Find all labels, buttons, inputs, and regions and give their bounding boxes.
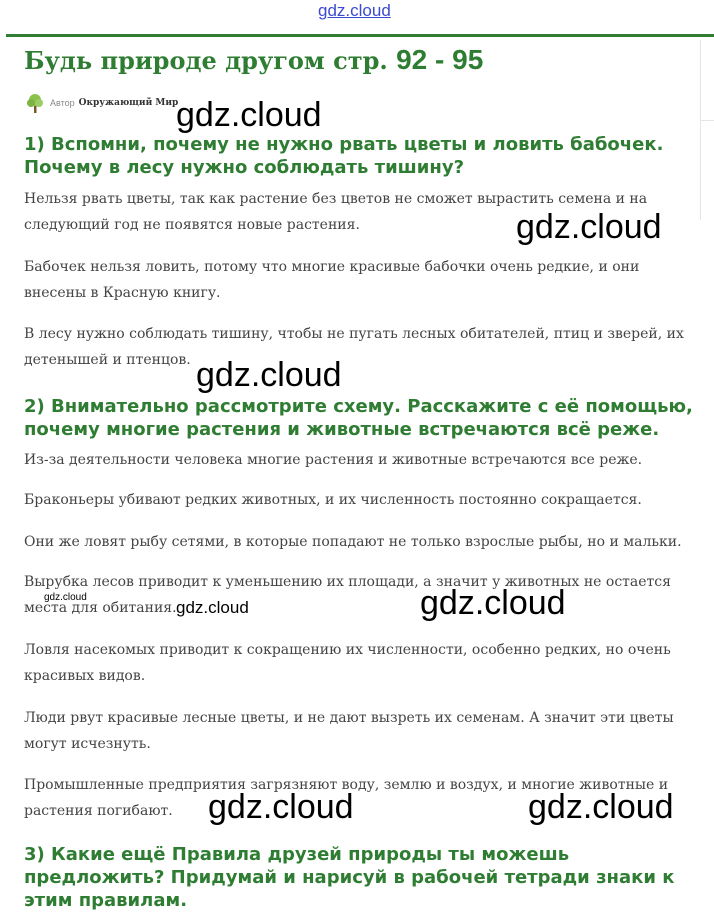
question-2: 2) Внимательно рассмотрите схему. Расскажите с её помощью, почему многие растения и животные встречаются всё реже. bbox=[24, 396, 693, 440]
page-title-text: Будь природе другом стр. bbox=[24, 46, 388, 75]
page-title-pages: 92 - 95 bbox=[396, 44, 484, 75]
author-name[interactable]: Окружающий Мир bbox=[78, 98, 179, 108]
answer-2-paragraph-5: Ловля насекомых приводит к сокращению их численности, особенно редких, но очень красивых видов. bbox=[24, 642, 671, 684]
answer-1-paragraph-2: Бабочек нельзя ловить, потому что многие красивые бабочки очень редкие, и они внесены в Красную книгу. bbox=[24, 259, 640, 301]
question-1: 1) Вспомни, почему не нужно рвать цветы и ловить бабочек. Почему в лесу нужно соблюдать тишину? bbox=[24, 134, 664, 178]
sidebar-edge-block bbox=[701, 40, 714, 121]
watermark-small: gdz.cloud bbox=[44, 592, 87, 603]
watermark-medium: gdz.cloud bbox=[176, 598, 249, 617]
header-divider bbox=[6, 34, 714, 37]
answer-2-paragraph-2: Браконьеры убивают редких животных, и их численность постоянно сокращается. bbox=[24, 492, 642, 508]
tree-icon bbox=[24, 92, 46, 114]
author-label: Автор bbox=[50, 98, 75, 108]
watermark: gdz.cloud bbox=[208, 788, 354, 826]
question-3: 3) Какие ещё Правила друзей природы ты можешь предложить? Придумай и нарисуй в рабочей тетради знаки к этим правилам. bbox=[24, 844, 675, 911]
answer-2-paragraph-7: Промышленные предприятия загрязняют воду, землю и воздух, и многие животные и растения погибают. bbox=[24, 777, 669, 819]
watermark: gdz.cloud bbox=[176, 96, 322, 134]
page-title bbox=[24, 44, 483, 76]
answer-2-paragraph-3: Они же ловят рыбу сетями, в которые попадают не только взрослые рыбы, но и мальки. bbox=[24, 534, 682, 550]
top-bar bbox=[0, 0, 714, 24]
watermark: gdz.cloud bbox=[420, 584, 566, 622]
article-meta bbox=[24, 92, 178, 114]
answer-1-paragraph-1: Нельзя рвать цветы, так как растение без цветов не сможет вырастить семена и на следующий год не появятся новые растения. bbox=[24, 191, 648, 233]
sidebar-edge bbox=[700, 40, 714, 220]
answer-1-paragraph-3: В лесу нужно соблюдать тишину, чтобы не пугать лесных обитателей, птиц и зверей, их детенышей и птенцов. bbox=[24, 326, 684, 368]
watermark: gdz.cloud bbox=[528, 788, 674, 826]
answer-2-paragraph-6: Люди рвут красивые лесные цветы, и не дают вызреть их семенам. А значит эти цветы могут исчезнуть. bbox=[24, 710, 674, 752]
watermark: gdz.cloud bbox=[516, 208, 662, 246]
answer-2-paragraph-1: Из-за деятельности человека многие растения и животные встречаются все реже. bbox=[24, 452, 643, 468]
watermark: gdz.cloud bbox=[196, 356, 342, 394]
answer-2-paragraph-4: Вырубка лесов приводит к уменьшению их площади, а значит у животных не остается места для обитания. bbox=[24, 574, 671, 616]
site-link[interactable]: gdz.cloud bbox=[318, 1, 391, 20]
